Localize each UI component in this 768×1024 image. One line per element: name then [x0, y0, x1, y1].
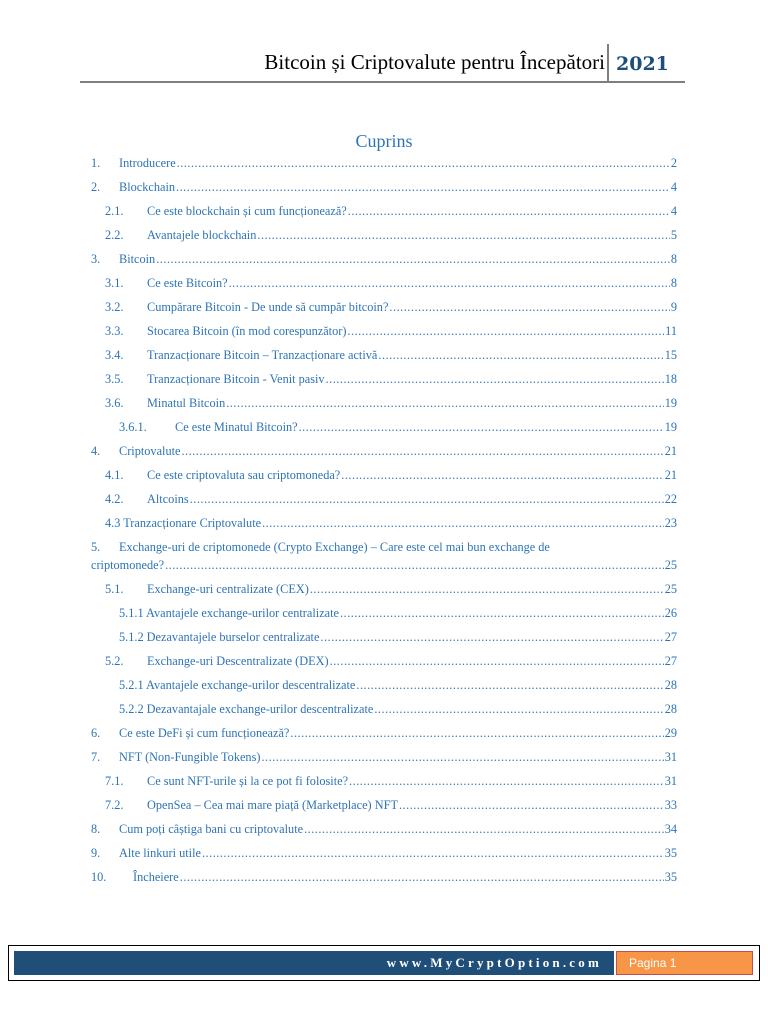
dot-leader	[262, 515, 664, 531]
toc-entry-number: 5.1.	[105, 582, 124, 596]
toc-entry-page: 31	[664, 750, 677, 764]
toc-entry-page: 19	[664, 396, 677, 410]
toc-entry[interactable]	[105, 653, 677, 669]
toc-entry-page: 28	[664, 678, 677, 692]
toc-entry[interactable]	[105, 467, 677, 483]
toc-entry-number: 8.	[91, 822, 101, 836]
toc-entry-label: Alte linkuri utile	[119, 846, 201, 860]
header-divider	[607, 44, 609, 82]
dot-leader	[156, 251, 670, 267]
toc-entry-label: Cumpărare Bitcoin - De unde să cumpăr bitcoin?	[147, 300, 389, 314]
toc-entry[interactable]	[105, 275, 677, 291]
toc-entry[interactable]	[91, 725, 677, 741]
toc-entry-label: Bitcoin	[119, 252, 156, 266]
toc-entry[interactable]	[91, 155, 677, 171]
dot-leader	[340, 605, 664, 621]
toc-entry-label: Exchange-uri Descentralizate (DEX)	[147, 654, 329, 668]
toc-entry-number: 2.2.	[105, 228, 124, 242]
dot-leader	[261, 749, 663, 765]
dot-leader	[348, 203, 670, 219]
toc-entry-number: 4.1.	[105, 468, 124, 482]
toc-entry-page: 23	[664, 516, 677, 530]
page-header	[80, 44, 685, 82]
toc-entry-page: 34	[664, 822, 677, 836]
toc-entry[interactable]	[91, 539, 677, 571]
dot-leader	[176, 179, 670, 195]
toc-entry-number: 3.1.	[105, 276, 124, 290]
toc-entry-page: 11	[665, 324, 677, 338]
page-number: Pagina 1	[629, 956, 677, 970]
toc-entry-page: 25	[664, 558, 677, 572]
toc-entry-page: 8	[670, 276, 677, 290]
toc-entry[interactable]	[105, 395, 677, 411]
toc-entry[interactable]	[105, 371, 677, 387]
toc-entry[interactable]	[91, 251, 677, 267]
toc-entry[interactable]	[91, 179, 677, 195]
toc-entry-label: Tranzacționare Bitcoin – Tranzacționare activă	[147, 348, 378, 362]
dot-leader	[347, 323, 664, 339]
toc-entry-number: 3.2.	[105, 300, 124, 314]
toc-entry[interactable]	[119, 677, 677, 693]
toc-entry-page: 35	[664, 846, 677, 860]
toc-entry-number: 5.2.	[105, 654, 124, 668]
toc-entry-page: 26	[664, 606, 677, 620]
dot-leader	[202, 845, 664, 861]
footer-url[interactable]: www.MyCryptOption.com	[386, 955, 602, 970]
toc-entry-number: 7.1.	[105, 774, 124, 788]
toc-entry-label: Introducere	[119, 156, 176, 170]
toc-entry-page: 29	[664, 726, 677, 740]
toc-entry-label: 4.3 Tranzacționare Criptovalute	[105, 516, 262, 530]
dot-leader	[310, 581, 664, 597]
toc-entry[interactable]	[91, 845, 677, 861]
dot-leader	[320, 629, 663, 645]
toc-entry[interactable]	[119, 419, 677, 435]
toc-entry[interactable]	[105, 299, 677, 315]
dot-leader	[181, 443, 663, 459]
toc-entry[interactable]	[91, 443, 677, 459]
toc-entry-label: Avantajele blockchain	[147, 228, 257, 242]
toc-entry-label: Ce este criptovaluta sau criptomoneda?	[147, 468, 341, 482]
toc-entry[interactable]	[91, 821, 677, 837]
toc-entry-number: 7.2.	[105, 798, 124, 812]
toc-entry-label: Ce sunt NFT-urile și la ce pot fi folosite?	[147, 774, 349, 788]
toc-entry-label: Stocarea Bitcoin (în mod corespunzător)	[147, 324, 347, 338]
toc-entry-number: 3.6.	[105, 396, 124, 410]
toc-entry-label: Tranzacționare Bitcoin - Venit pasiv	[147, 372, 325, 386]
toc-entry-label-continued: criptomonede?	[91, 558, 165, 572]
toc-entry-label: Exchange-uri centralizate (CEX)	[147, 582, 309, 596]
header-rule	[80, 81, 685, 83]
toc-entry-label: Minatul Bitcoin	[147, 396, 226, 410]
toc-entry-page: 35	[664, 870, 677, 884]
toc-entry[interactable]	[105, 323, 677, 339]
toc-entry-number: 2.1.	[105, 204, 124, 218]
toc-entry[interactable]	[105, 797, 677, 813]
toc-entry-number: 1.	[91, 156, 101, 170]
toc-entry[interactable]	[105, 773, 677, 789]
toc-entry[interactable]	[105, 203, 677, 219]
dot-leader	[326, 371, 664, 387]
toc-entry[interactable]	[91, 869, 677, 885]
toc-entry-label: NFT (Non-Fungible Tokens)	[119, 750, 261, 764]
dot-leader	[257, 227, 669, 243]
toc-entry-page: 2	[670, 156, 677, 170]
toc-entry-label: Altcoins	[147, 492, 189, 506]
footer-page-box	[616, 951, 753, 975]
dot-leader	[356, 677, 663, 693]
document-title: Bitcoin și Criptovalute pentru Începători	[264, 50, 605, 74]
toc-entry-label: Cum poți câștiga bani cu criptovalute	[119, 822, 304, 836]
toc-entry[interactable]	[105, 515, 677, 531]
toc-entry-label: OpenSea – Cea mai mare piață (Marketplace) NFT	[147, 798, 398, 812]
toc-entry-label: 5.2.2 Dezavantajale exchange-urilor descentralizate	[119, 702, 374, 716]
dot-leader	[304, 821, 664, 837]
toc-entry-label: Încheiere	[133, 870, 179, 884]
toc-entry-label: Ce este blockchain și cum funcționează?	[147, 204, 347, 218]
toc-entry-number: 4.	[91, 444, 101, 458]
toc-entry-page: 27	[664, 630, 677, 644]
toc-entry[interactable]	[119, 605, 677, 621]
toc-entry-page: 4	[670, 180, 677, 194]
dot-leader	[389, 299, 669, 315]
toc-entry-page: 5	[670, 228, 677, 242]
dot-leader	[374, 701, 663, 717]
dot-leader	[229, 275, 670, 291]
toc-entry[interactable]	[105, 581, 677, 597]
toc-entry-page: 21	[664, 444, 677, 458]
toc-entry-page: 31	[664, 774, 677, 788]
toc-entry-page: 33	[664, 798, 677, 812]
toc-entry-page: 27	[664, 654, 677, 668]
toc-entry-number: 3.5.	[105, 372, 124, 386]
toc-entry[interactable]	[119, 629, 677, 645]
toc-entry[interactable]	[91, 749, 677, 765]
toc-entry-page: 25	[664, 582, 677, 596]
toc-entry[interactable]	[105, 491, 677, 507]
toc-entry-number: 9.	[91, 846, 101, 860]
dot-leader	[349, 773, 664, 789]
toc-entry-page: 4	[670, 204, 677, 218]
toc-entry-number: 3.6.1.	[119, 420, 147, 434]
toc-entry-label: Ce este DeFi și cum funcționează?	[119, 726, 290, 740]
dot-leader	[165, 557, 664, 573]
document-year: 2021	[616, 53, 669, 75]
toc-entry-number: 4.2.	[105, 492, 124, 506]
toc-entry-page: 21	[664, 468, 677, 482]
toc-entry-number: 6.	[91, 726, 101, 740]
dot-leader	[299, 419, 664, 435]
toc-entry-label: 5.1.2 Dezavantajele burselor centralizate	[119, 630, 320, 644]
toc-entry-label: 5.2.1 Avantajele exchange-urilor descentralizate	[119, 678, 356, 692]
toc-entry-page: 22	[664, 492, 677, 506]
toc-entry-label: Exchange-uri de criptomonede (Crypto Exchange) – Care este cel mai bun exchange de	[119, 540, 550, 554]
toc-entry-label: Ce este Minatul Bitcoin?	[175, 420, 298, 434]
toc-entry-page: 19	[664, 420, 677, 434]
toc-title: Cuprins	[355, 131, 413, 151]
dot-leader	[190, 491, 664, 507]
toc-entry-number: 3.4.	[105, 348, 124, 362]
toc-entry-page: 28	[664, 702, 677, 716]
toc-entry-number: 2.	[91, 180, 101, 194]
dot-leader	[177, 155, 670, 171]
dot-leader	[226, 395, 663, 411]
footer-bar	[14, 951, 614, 975]
toc-entry-page: 15	[664, 348, 677, 362]
dot-leader	[180, 869, 664, 885]
toc-entry[interactable]	[105, 227, 677, 243]
toc-entry-page: 9	[670, 300, 677, 314]
toc-entry-label: Criptovalute	[119, 444, 181, 458]
dot-leader	[330, 653, 664, 669]
toc-entry-page: 8	[670, 252, 677, 266]
toc-entry[interactable]	[105, 347, 677, 363]
toc-entry-number: 10.	[91, 870, 107, 884]
toc-entry-number: 5.	[91, 540, 101, 554]
toc-entry-number: 3.	[91, 252, 101, 266]
dot-leader	[290, 725, 663, 741]
dot-leader	[399, 797, 664, 813]
toc-entry-label: Blockchain	[119, 180, 176, 194]
toc-entry-label: Ce este Bitcoin?	[147, 276, 228, 290]
toc-entry-number: 7.	[91, 750, 101, 764]
dot-leader	[378, 347, 663, 363]
toc-entry-page: 18	[664, 372, 677, 386]
toc-entry[interactable]	[119, 701, 677, 717]
toc-entry-label: 5.1.1 Avantajele exchange-urilor centralizate	[119, 606, 339, 620]
dot-leader	[341, 467, 663, 483]
toc-entry-number: 3.3.	[105, 324, 124, 338]
